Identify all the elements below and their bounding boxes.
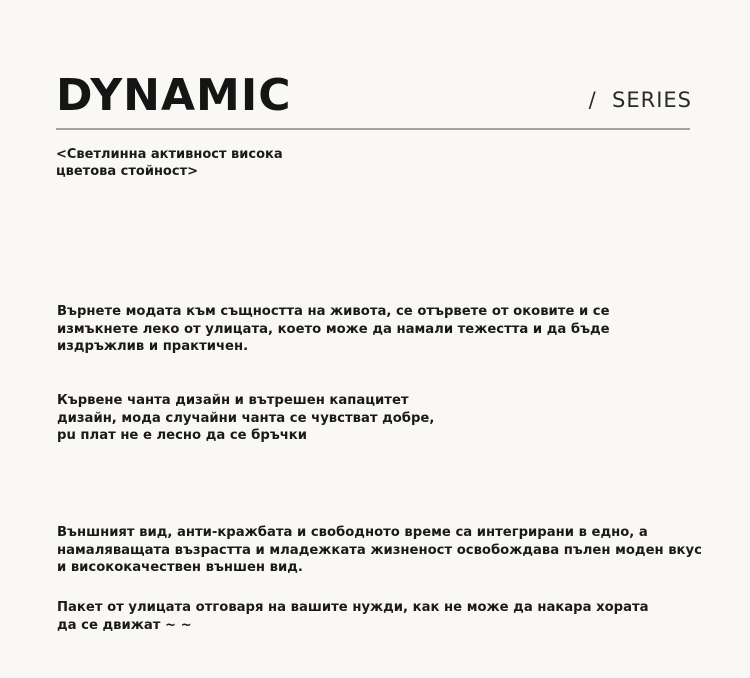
paragraph-line: издръжлив и практичен. [57,339,249,354]
paragraph-line: да се движат ~ ~ [57,617,192,633]
page-title: DYNAMIC [56,70,292,121]
series-label: / SERIES [588,88,692,112]
paragraph-line: Пакет от улицата отговаря на вашите нужди, как не може да накара хората [57,600,649,615]
paragraph-line: Кървене чанта дизайн и вътрешен капацитет [57,393,409,408]
header-divider [56,128,690,130]
tagline [56,146,356,180]
paragraph-2 [57,392,717,445]
paragraph-line: pu плат не е лесно да се бръчки [57,428,307,443]
paragraph-line: намаляващата възрастта и младежката жизненост освобождава пълен моден вкус [57,542,702,558]
paragraph-line: Върнете модата към същността на живота, се отървете от оковите и се [57,304,610,319]
paragraph-line: измъкнете леко от улицата, което може да намали тежестта и да бъде [57,321,610,337]
paragraph-3 [57,524,717,577]
paragraph-line: дизайн, мода случайни чанта се чувстват добре, [57,410,435,426]
tagline-line: цветова стойност> [56,164,198,179]
paragraph-4 [57,599,717,634]
paragraph-line: Външният вид, анти-кражбата и свободното време са интегрирани в едно, а [57,525,648,540]
tagline-line: <Светлинна активност висока [56,147,283,162]
paragraph-1 [57,303,717,356]
paragraph-line: и висококачествен външен вид. [57,560,303,575]
